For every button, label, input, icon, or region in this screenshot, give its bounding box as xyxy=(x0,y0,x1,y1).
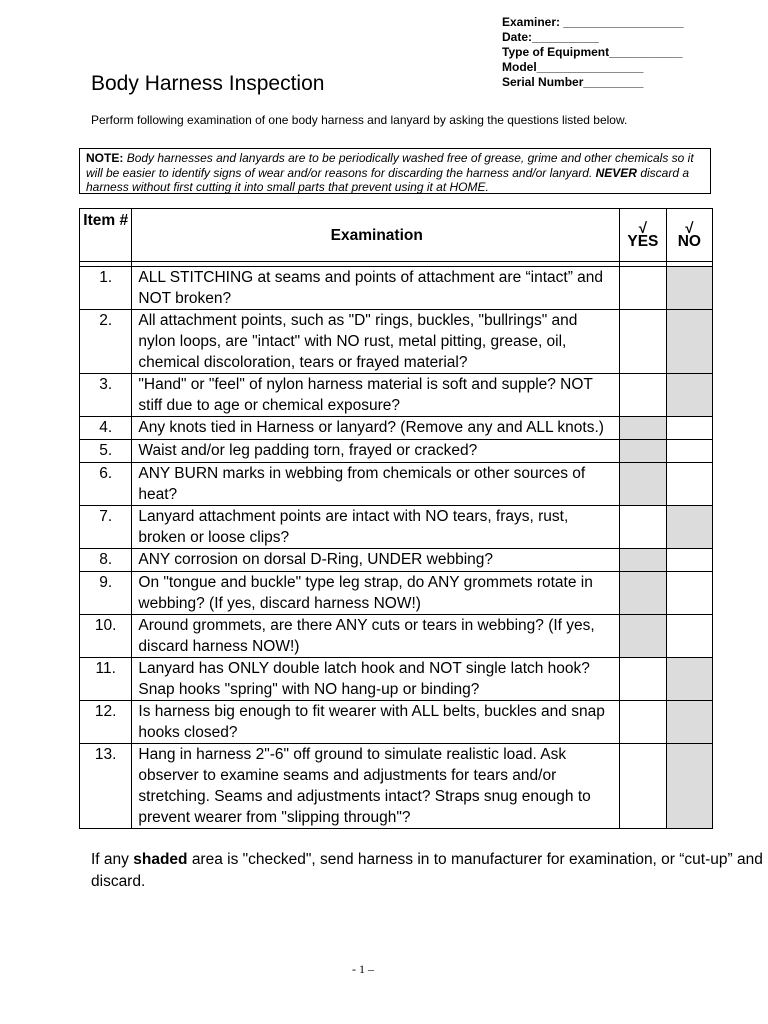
yes-label: YES xyxy=(627,233,659,250)
examination-question: On "tongue and buckle" type leg strap, do ANY grommets rotate in webbing? (If yes, discard harness NOW!) xyxy=(132,572,620,615)
no-checkbox-cell[interactable] xyxy=(666,744,712,829)
examination-question: ALL STITCHING at seams and points of attachment are “intact” and NOT broken? xyxy=(132,267,620,310)
table-row xyxy=(80,374,713,417)
check-icon: √ xyxy=(685,220,694,237)
item-number: 13. xyxy=(80,744,132,829)
no-label: NO xyxy=(677,233,701,250)
equipment-type-field: Type of Equipment___________ xyxy=(502,45,683,59)
model-field: Model________________ xyxy=(502,60,644,74)
yes-checkbox-cell[interactable] xyxy=(620,658,667,701)
note-text-2: discard a harness without first cutting it into small parts that prevent using it at HOME. xyxy=(86,165,690,194)
yes-checkbox-cell[interactable] xyxy=(620,744,667,829)
no-checkbox-cell[interactable] xyxy=(666,506,712,549)
check-icon: √ xyxy=(638,220,647,237)
item-number: 12. xyxy=(80,701,132,744)
item-number: 4. xyxy=(80,417,132,440)
no-checkbox-cell[interactable] xyxy=(666,463,712,506)
examiner-field: Examiner: __________________ xyxy=(502,15,684,29)
item-number: 7. xyxy=(80,506,132,549)
yes-checkbox-cell[interactable] xyxy=(620,417,667,440)
table-header-row xyxy=(80,209,713,262)
table-row xyxy=(80,267,713,310)
examination-question: Waist and/or leg padding torn, frayed or cracked? xyxy=(132,440,620,463)
item-number: 3. xyxy=(80,374,132,417)
examination-question: Any knots tied in Harness or lanyard? (Remove any and ALL knots.) xyxy=(132,417,620,440)
page-number: - 1 – xyxy=(352,962,374,976)
no-checkbox-cell[interactable] xyxy=(666,658,712,701)
yes-checkbox-cell[interactable] xyxy=(620,374,667,417)
page-title: Body Harness Inspection xyxy=(91,72,325,95)
no-checkbox-cell[interactable] xyxy=(666,549,712,572)
note-label: NOTE: xyxy=(86,151,124,165)
item-number: 8. xyxy=(80,549,132,572)
item-number: 1. xyxy=(80,267,132,310)
no-checkbox-cell[interactable] xyxy=(666,267,712,310)
yes-checkbox-cell[interactable] xyxy=(620,549,667,572)
yes-checkbox-cell[interactable] xyxy=(620,267,667,310)
examination-question: Around grommets, are there ANY cuts or tears in webbing? (If yes, discard harness NOW!) xyxy=(132,615,620,658)
item-number: 6. xyxy=(80,463,132,506)
item-number: 9. xyxy=(80,572,132,615)
yes-checkbox-cell[interactable] xyxy=(620,440,667,463)
table-row xyxy=(80,744,713,829)
no-checkbox-cell[interactable] xyxy=(666,417,712,440)
table-row xyxy=(80,417,713,440)
table-row xyxy=(80,658,713,701)
yes-checkbox-cell[interactable] xyxy=(620,701,667,744)
table-row xyxy=(80,310,713,374)
item-number: 5. xyxy=(80,440,132,463)
examination-question: Lanyard attachment points are intact with NO tears, frays, rust, broken or loose clips? xyxy=(132,506,620,549)
examination-question: Hang in harness 2"-6" off ground to simulate realistic load. Ask observer to examine seams and adjustments for tears and/or stretching. Seams and adjustments intact? Straps snug enough to prevent wearer from "slipping through"? xyxy=(132,744,620,829)
examination-question: ANY BURN marks in webbing from chemicals or other sources of heat? xyxy=(132,463,620,506)
no-checkbox-cell[interactable] xyxy=(666,440,712,463)
table-row xyxy=(80,463,713,506)
note-box xyxy=(79,148,711,194)
yes-checkbox-cell[interactable] xyxy=(620,310,667,374)
no-checkbox-cell[interactable] xyxy=(666,310,712,374)
examination-question: Lanyard has ONLY double latch hook and NOT single latch hook? Snap hooks "spring" with NO hang-up or binding? xyxy=(132,658,620,701)
table-row xyxy=(80,506,713,549)
examination-question: ANY corrosion on dorsal D-Ring, UNDER webbing? xyxy=(132,549,620,572)
examination-header: Examination xyxy=(132,209,620,262)
no-checkbox-cell[interactable] xyxy=(666,615,712,658)
yes-header xyxy=(620,209,667,262)
table-row xyxy=(80,572,713,615)
date-field: Date:__________ xyxy=(502,30,599,44)
no-header xyxy=(666,209,712,262)
examination-table xyxy=(79,208,713,829)
footer-instruction xyxy=(91,849,768,893)
footer-shaded: shaded xyxy=(133,851,188,868)
note-text-1: Body harnesses and lanyards are to be periodically washed free of grease, grime and other chemicals so it will be easier to identify signs of wear and/or reasons for discarding the harness and/or lanyard. xyxy=(86,151,694,180)
item-header: Item # xyxy=(80,209,132,262)
yes-checkbox-cell[interactable] xyxy=(620,506,667,549)
footer-text-2: area is "checked", send harness in to manufacturer for examination, or “cut-up” and discard. xyxy=(91,851,763,890)
no-checkbox-cell[interactable] xyxy=(666,374,712,417)
no-checkbox-cell[interactable] xyxy=(666,572,712,615)
intro-text: Perform following examination of one body harness and lanyard by asking the questions listed below. xyxy=(91,113,628,127)
yes-checkbox-cell[interactable] xyxy=(620,463,667,506)
table-row xyxy=(80,549,713,572)
item-number: 11. xyxy=(80,658,132,701)
yes-checkbox-cell[interactable] xyxy=(620,615,667,658)
examination-question: "Hand" or "feel" of nylon harness material is soft and supple? NOT stiff due to age or chemical exposure? xyxy=(132,374,620,417)
no-checkbox-cell[interactable] xyxy=(666,701,712,744)
yes-checkbox-cell[interactable] xyxy=(620,572,667,615)
note-never: NEVER xyxy=(595,165,637,180)
item-number: 2. xyxy=(80,310,132,374)
table-row xyxy=(80,701,713,744)
header-fields xyxy=(502,15,684,90)
table-row xyxy=(80,440,713,463)
table-row xyxy=(80,615,713,658)
examination-question: Is harness big enough to fit wearer with ALL belts, buckles and snap hooks closed? xyxy=(132,701,620,744)
serial-number-field: Serial Number_________ xyxy=(502,75,644,89)
footer-text-1: If any xyxy=(91,851,129,868)
examination-question: All attachment points, such as "D" rings, buckles, "bullrings" and nylon loops, are "intact" with NO rust, metal pitting, grease, oil, chemical discoloration, tears or frayed material? xyxy=(132,310,620,374)
item-number: 10. xyxy=(80,615,132,658)
